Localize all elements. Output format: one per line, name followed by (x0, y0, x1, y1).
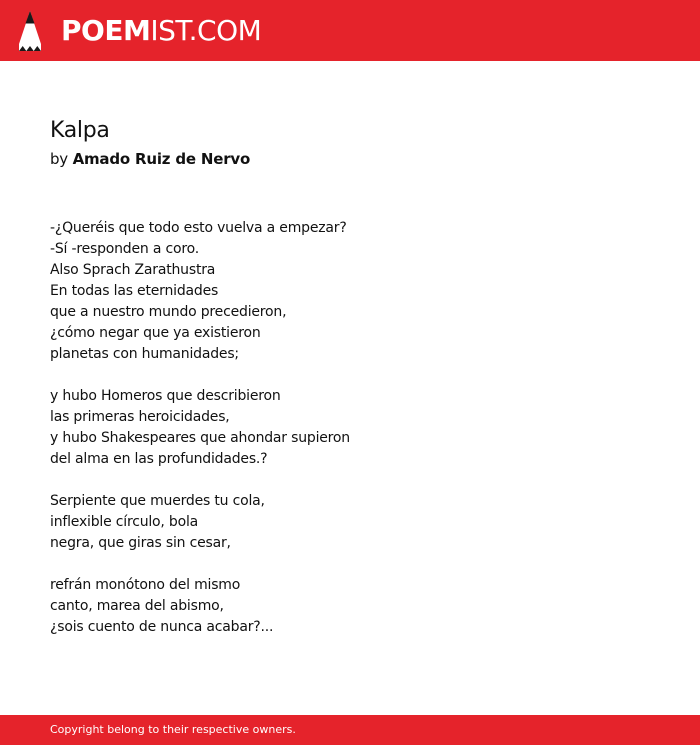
poem-line: ¿cómo negar que ya existieron (50, 325, 261, 341)
author-link[interactable]: Amado Ruiz de Nervo (72, 150, 251, 168)
poem-line: -Sí -responden a coro. (50, 241, 199, 257)
logo-light-text: IST.COM (150, 14, 262, 47)
poem-line: planetas con humanidades; (50, 346, 239, 362)
poem-line: refrán monótono del mismo (50, 577, 241, 593)
poem-line: del alma en las profundidades.? (50, 451, 268, 467)
poem-line: inflexible círculo, bola (50, 514, 199, 530)
poem-line: canto, marea del abismo, (50, 598, 224, 614)
site-footer (0, 715, 700, 745)
poem-line: y hubo Shakespeares que ahondar supieron (50, 430, 350, 446)
by-label: by (50, 150, 68, 168)
stanza-3 (50, 491, 350, 554)
poem-line: En todas las eternidades (50, 283, 219, 299)
poem-body (50, 218, 350, 659)
poem-line: y hubo Homeros que describieron (50, 388, 281, 404)
poem-line: Serpiente que muerdes tu cola, (50, 493, 265, 509)
poem-container (50, 116, 650, 635)
site-logo-link[interactable] (18, 9, 261, 53)
poem-title: Kalpa (50, 118, 110, 143)
poem-line: -¿Queréis que todo esto vuelva a empezar? (50, 220, 347, 236)
poem-line: Also Sprach Zarathustra (50, 262, 216, 278)
logo-text (61, 9, 261, 53)
stanza-2 (50, 386, 350, 470)
copyright-text: Copyright belong to their respective owners. (50, 723, 296, 736)
stanza-1 (50, 218, 350, 365)
byline (50, 146, 650, 172)
logo-bold-text: POEM (61, 14, 151, 47)
pencil-icon (18, 10, 42, 52)
site-header (0, 0, 700, 61)
poem-line: que a nuestro mundo precedieron, (50, 304, 287, 320)
poem-line: las primeras heroicidades, (50, 409, 230, 425)
stanza-4 (50, 575, 350, 638)
poem-line: negra, que giras sin cesar, (50, 535, 231, 551)
poem-line: ¿sois cuento de nunca acabar?... (50, 619, 274, 635)
